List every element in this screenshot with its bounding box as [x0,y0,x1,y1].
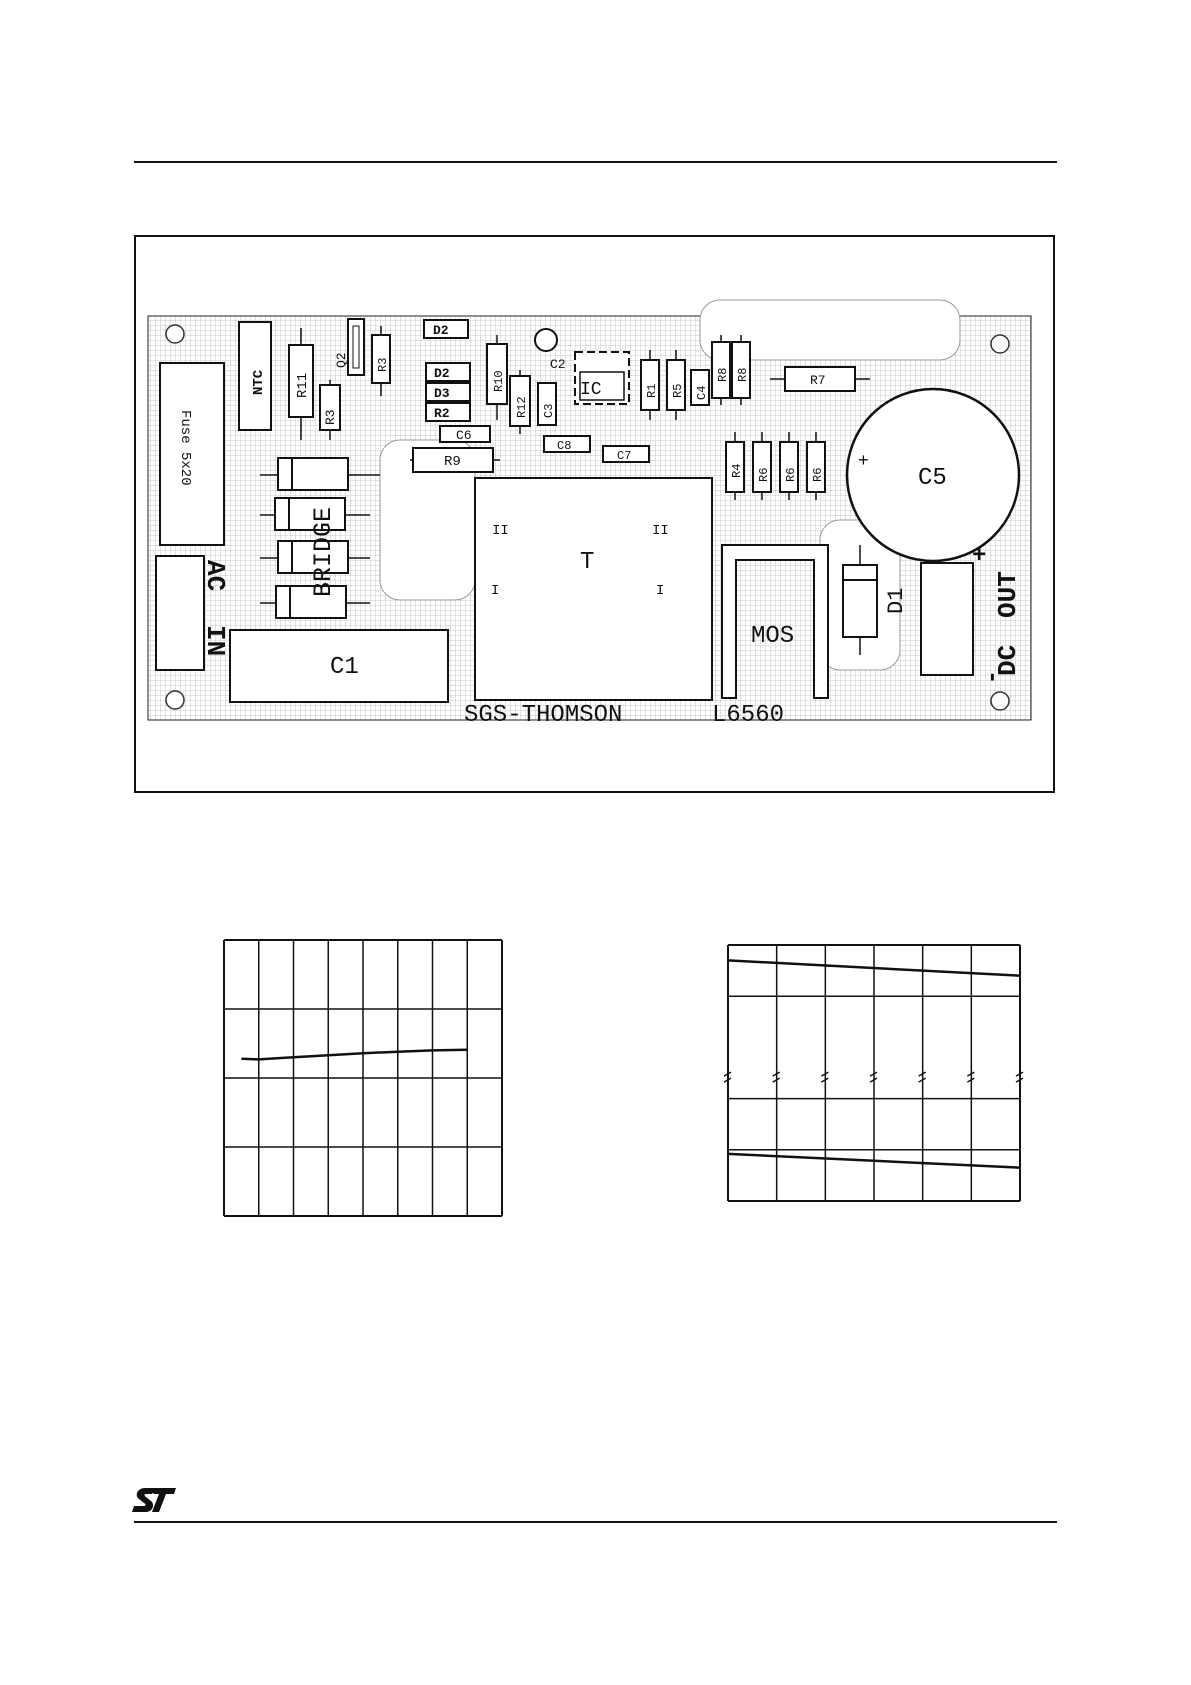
c5-plus: + [858,452,869,472]
mounting-hole [166,325,184,343]
mounting-hole [991,335,1009,353]
ntc-label: NTC [251,369,267,395]
r6-a-label: R6 [757,467,771,482]
transformer-t [475,478,712,700]
c1-label: C1 [330,654,359,681]
st-logo [132,1487,178,1513]
d3-label: D3 [434,386,450,401]
bridge-label: BRIDGE [309,506,338,597]
r3-label-left: R3 [323,409,338,425]
in-label: IN [200,625,230,657]
dc-label: DC [993,644,1023,676]
d2-top-label: D2 [433,323,449,338]
r11-label: R11 [295,372,311,398]
out-label: OUT [993,571,1023,618]
c4-label: C4 [695,385,709,400]
d2-label: D2 [434,366,450,381]
ic-label: IC [580,380,602,400]
c3-label: C3 [542,403,556,418]
chart-left-grid [224,940,502,1216]
t-pin-ii-right: II [652,523,669,539]
r9-label: R9 [444,454,461,470]
resistor-r6-a [753,442,771,492]
c7-label: C7 [617,449,632,463]
mounting-hole [991,692,1009,710]
r8-left-label: R8 [716,367,730,382]
brand-silkscreen: SGS-THOMSON [464,702,623,729]
chart-left-series-line [241,1050,467,1060]
r3-label-right: R3 [376,357,390,372]
t-label: T [580,549,595,576]
t-pin-i-right: I [656,583,665,599]
fuse-label: Fuse 5x20 [177,410,193,486]
chart-right [722,944,1027,1206]
capacitor-c2 [535,329,557,351]
d1-label: D1 [884,587,909,614]
diode-d1 [843,565,877,637]
dc-out-connector [921,563,973,675]
q2-label: Q2 [334,352,349,368]
r8-right-label: R8 [736,367,750,382]
resistor-r6-b [780,442,798,492]
part-silkscreen: L6560 [712,702,785,729]
c2-label: C2 [550,357,566,372]
r6-c-label: R6 [811,467,825,482]
mos-label: MOS [751,623,795,650]
out-minus: - [978,670,1005,685]
out-plus: + [972,543,987,570]
t-pin-ii-left: II [492,523,509,539]
c5-label: C5 [918,465,947,492]
t-pin-i-left: I [491,583,500,599]
mounting-hole [166,691,184,709]
ac-label: AC [200,560,230,592]
r7-label: R7 [810,373,826,388]
footer-rule [134,1521,1057,1523]
r12-label: R12 [515,396,529,418]
r10-label: R10 [492,370,506,392]
ac-in-connector [156,556,204,670]
chart-left [223,939,503,1219]
r1-label: R1 [645,383,659,398]
resistor-r6-c [807,442,825,492]
r4-label: R4 [730,463,744,478]
c8-label: C8 [557,439,572,453]
c6-label: C6 [456,428,472,443]
r6-b-label: R6 [784,467,798,482]
r2-label: R2 [434,406,450,421]
r5-label: R5 [671,383,685,398]
